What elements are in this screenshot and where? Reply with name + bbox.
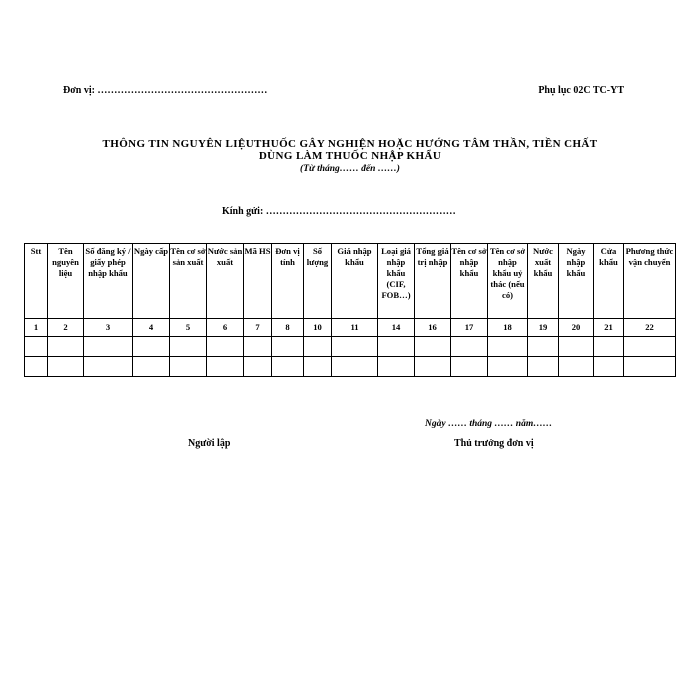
column-number: 6 [207, 319, 244, 337]
preparer-label: Người lập [188, 438, 231, 449]
appendix-label: Phụ lục 02C TC-YT [538, 85, 624, 96]
empty-cell [451, 357, 488, 377]
unit-label: Đơn vị: …………………………………………… [63, 85, 268, 96]
recipient-line: Kính gửi: ………………………………………………… [222, 206, 456, 217]
column-header: Phương thức vận chuyển [624, 244, 676, 319]
column-header: Mã HS [244, 244, 272, 319]
empty-cell [244, 337, 272, 357]
empty-cell [25, 357, 48, 377]
column-number: 3 [84, 319, 133, 337]
import-info-table [24, 243, 676, 377]
report-period: (Từ tháng…… đến ……) [300, 164, 400, 174]
empty-cell [244, 357, 272, 377]
column-header: Tổng giá trị nhập [415, 244, 451, 319]
column-number: 11 [332, 319, 378, 337]
empty-cell [207, 357, 244, 377]
empty-cell [48, 337, 84, 357]
empty-cell [528, 357, 559, 377]
column-header: Nước xuất khẩu [528, 244, 559, 319]
empty-cell [48, 357, 84, 377]
column-header: Loại giá nhập khẩu (CIF, FOB…) [378, 244, 415, 319]
empty-cell [488, 357, 528, 377]
column-header: Số đăng ký / giấy phép nhập khẩu [84, 244, 133, 319]
document-title-line-2: DÙNG LÀM THUỐC NHẬP KHẨU [258, 150, 442, 162]
column-number: 19 [528, 319, 559, 337]
column-header: Nước sản xuất [207, 244, 244, 319]
empty-cell [488, 337, 528, 357]
column-number: 16 [415, 319, 451, 337]
column-number: 14 [378, 319, 415, 337]
empty-cell [415, 357, 451, 377]
column-number: 20 [559, 319, 594, 337]
column-number: 7 [244, 319, 272, 337]
empty-cell [170, 357, 207, 377]
empty-cell [378, 337, 415, 357]
column-number: 22 [624, 319, 676, 337]
head-of-unit-label: Thủ trưởng đơn vị [454, 438, 534, 449]
column-header: Tên nguyên liệu [48, 244, 84, 319]
empty-cell [272, 337, 304, 357]
empty-cell [25, 337, 48, 357]
empty-cell [378, 357, 415, 377]
table-row [25, 337, 676, 357]
column-header: Ngày cấp [133, 244, 170, 319]
column-header: Stt [25, 244, 48, 319]
column-header: Cửa khẩu [594, 244, 624, 319]
column-header: Giá nhập khẩu [332, 244, 378, 319]
empty-cell [332, 357, 378, 377]
column-number: 10 [304, 319, 332, 337]
column-header: Ngày nhập khẩu [559, 244, 594, 319]
document-title-line-1: THÔNG TIN NGUYÊN LIỆUTHUỐC GÂY NGHIỆN HOẶC HƯỚNG TÂM THẦN, TIỀN CHẤT [102, 138, 598, 150]
empty-cell [451, 337, 488, 357]
empty-cell [84, 357, 133, 377]
empty-cell [84, 337, 133, 357]
column-number: 1 [25, 319, 48, 337]
column-number: 2 [48, 319, 84, 337]
column-header: Tên cơ sở nhập khẩu uỷ thác (nếu có) [488, 244, 528, 319]
empty-cell [559, 337, 594, 357]
empty-cell [624, 337, 676, 357]
empty-cell [594, 357, 624, 377]
column-number: 8 [272, 319, 304, 337]
column-number: 17 [451, 319, 488, 337]
column-number-row [25, 319, 676, 337]
empty-cell [415, 337, 451, 357]
column-header: Số lượng [304, 244, 332, 319]
table-row [25, 357, 676, 377]
empty-cell [594, 337, 624, 357]
empty-cell [133, 337, 170, 357]
column-number: 5 [170, 319, 207, 337]
empty-cell [133, 357, 170, 377]
empty-cell [272, 357, 304, 377]
empty-cell [624, 357, 676, 377]
empty-cell [304, 337, 332, 357]
table-header-row [25, 244, 676, 319]
column-header: Đơn vị tính [272, 244, 304, 319]
empty-cell [207, 337, 244, 357]
empty-cell [304, 357, 332, 377]
column-number: 18 [488, 319, 528, 337]
empty-cell [332, 337, 378, 357]
column-number: 4 [133, 319, 170, 337]
column-header: Tên cơ sở sản xuất [170, 244, 207, 319]
empty-cell [528, 337, 559, 357]
date-line: Ngày …… tháng …… năm…… [425, 419, 553, 429]
empty-cell [170, 337, 207, 357]
empty-cell [559, 357, 594, 377]
column-number: 21 [594, 319, 624, 337]
column-header: Tên cơ sở nhập khẩu [451, 244, 488, 319]
